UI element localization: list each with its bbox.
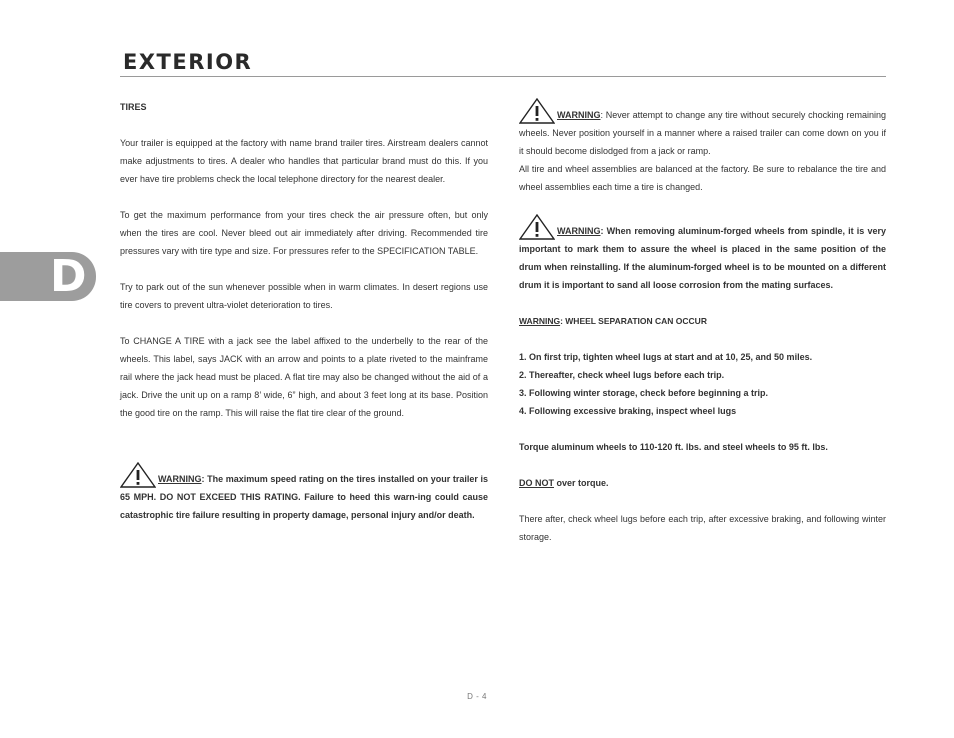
warning-triangle-icon [519, 98, 555, 124]
page-title: EXTERIOR [123, 50, 253, 74]
right-column [519, 98, 886, 546]
page-number: D - 4 [467, 692, 487, 701]
warning-label: WARNING [557, 226, 601, 236]
aluminum-wheel-warning [519, 214, 886, 294]
warning-label: WARNING [519, 316, 561, 326]
wheel-separation-warning [519, 312, 886, 330]
warning-triangle-icon [519, 214, 555, 240]
list-item: 1. On first trip, tighten wheel lugs at start and at 10, 25, and 50 miles. [519, 352, 813, 362]
left-column [120, 98, 488, 524]
header-divider [120, 76, 886, 77]
warning-text: : Never attempt to change any tire without securely chocking remaining wheels. Never position yourself in a manner where a raised trailer can come down on you if it should become dislodged from a jack or ramp. [519, 110, 886, 156]
paragraph-tire-pressure: To get the maximum performance from your tires check the air pressure often, but only when the tires are cool. Never bleed out air immediately after driving. Recommended tire pressures vary with tire type and size. For pressures refer to the SPECIFICATION TABLE. [120, 210, 488, 256]
speed-warning [120, 462, 488, 524]
donot-label: DO NOT [519, 478, 554, 488]
list-item: 4. Following excessive braking, inspect wheel lugs [519, 406, 737, 416]
paragraph-tires-intro: Your trailer is equipped at the factory with name brand trailer tires. Airstream dealers cannot make adjustments to tires. A dealer who handles that particular brand must do this. If you ever have tire problems check the local telephone directory for the nearest dealer. [120, 138, 488, 184]
section-tab-letter: D [50, 251, 87, 302]
paragraph-change-tire: To CHANGE A TIRE with a jack see the label affixed to the underbelly to the rear of the wheels. This label, says JACK with an arrow and points to a plate riveted to the mainframe rail where the jack head must be placed. A flat tire may also be changed without the aid of a jack. Drive the unit up on a ramp 8’ wide, 6” high, and about 3 feet long at its base. Position the good tire on the ramp. This will raise the flat tire clear of the ground. [120, 336, 488, 418]
warning-text: : When removing aluminum-forged wheels from spindle, it is very important to mark them to assure the wheel is placed in the same position of the drum when reinstalling. If the aluminum-forged wheel is to be mounted on a different drum it is important to sand all loose corrosion from the mating surfaces. [519, 226, 886, 290]
paragraph-final-check: There after, check wheel lugs before each trip, after excessive braking, and following winter storage. [519, 514, 886, 542]
torque-spec: Torque aluminum wheels to 110-120 ft. lbs. and steel wheels to 95 ft. lbs. [519, 442, 828, 452]
list-item: 3. Following winter storage, check before beginning a trip. [519, 388, 769, 398]
warning-text: : The maximum speed rating on the tires installed on your trailer is 65 MPH. DO NOT EXCEED THIS RATING. Failure to heed this warn-ing could cause catastrophic tire failure resulting in property damage, personal injury and/or death. [120, 474, 488, 520]
list-item: 2. Thereafter, check wheel lugs before each trip. [519, 370, 725, 380]
warning-label: WARNING [557, 110, 601, 120]
warning-triangle-icon [120, 462, 156, 488]
section-heading-tires: TIRES [120, 102, 147, 112]
over-torque-note [519, 474, 886, 492]
warning-label: WARNING [158, 474, 202, 484]
donot-text: over torque. [554, 478, 609, 488]
paragraph-balancing: All tire and wheel assemblies are balanced at the factory. Be sure to rebalance the tire and wheel assemblies each time a tire is changed. [519, 164, 886, 192]
warning-text: : WHEEL SEPARATION CAN OCCUR [560, 316, 707, 326]
paragraph-sun-protection: Try to park out of the sun whenever possible when in warm climates. In desert regions use tire covers to prevent ultra-violet deterioration to tires. [120, 282, 488, 310]
chocking-warning [519, 98, 886, 160]
